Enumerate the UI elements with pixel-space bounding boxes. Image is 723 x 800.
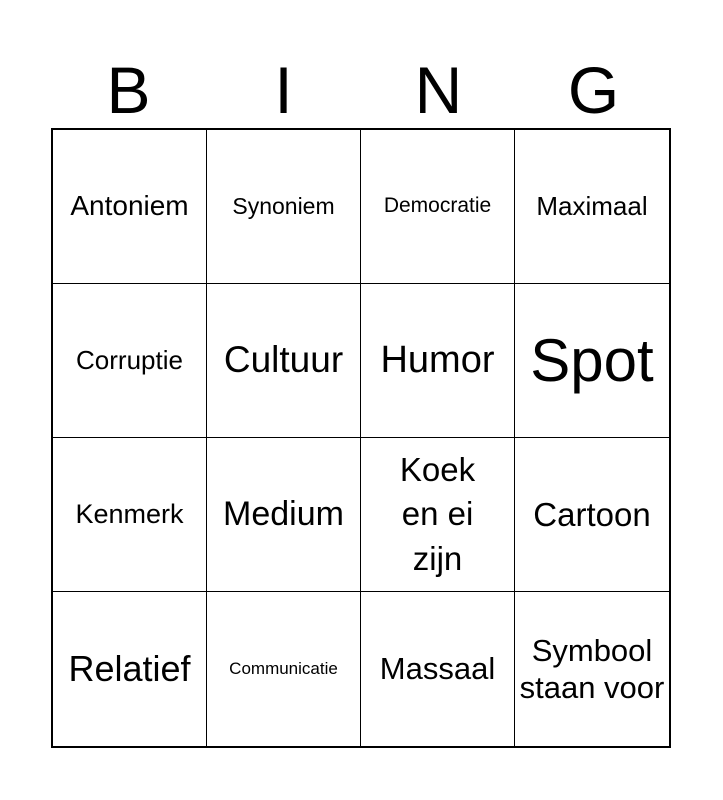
bingo-cell-r3c3[interactable]	[361, 438, 515, 592]
bingo-cell-r2c4[interactable]	[515, 284, 669, 438]
bingo-board	[51, 128, 671, 748]
cell-label: Medium	[223, 494, 344, 533]
bingo-cell-r4c4[interactable]	[515, 592, 669, 746]
bingo-cell-r4c3[interactable]	[361, 592, 515, 746]
bingo-cell-r1c4[interactable]	[515, 130, 669, 284]
bingo-cell-r4c1[interactable]	[53, 592, 207, 746]
cell-label: Synoniem	[232, 193, 335, 220]
bingo-cell-r3c2[interactable]	[207, 438, 361, 592]
cell-label: Relatief	[68, 648, 191, 690]
bingo-cell-r2c2[interactable]	[207, 284, 361, 438]
cell-label: Antoniem	[70, 190, 189, 222]
bingo-cell-r2c1[interactable]	[53, 284, 207, 438]
cell-label: Maximaal	[536, 190, 648, 221]
bingo-cell-r4c2[interactable]	[207, 592, 361, 746]
bingo-cell-r1c3[interactable]	[361, 130, 515, 284]
cell-label: Humor	[380, 338, 495, 381]
bingo-cell-r2c3[interactable]	[361, 284, 515, 438]
cell-label: Kenmerk	[75, 498, 184, 529]
cell-label: Spot	[530, 326, 654, 394]
cell-label: Cultuur	[223, 339, 344, 381]
header-letter-b: B	[106, 53, 151, 127]
cell-label: Cartoon	[533, 495, 651, 533]
cell-label: Koek en ei zijn	[399, 450, 476, 577]
bingo-cell-r1c2[interactable]	[207, 130, 361, 284]
bingo-cell-r1c1[interactable]	[53, 130, 207, 284]
cell-label: Corruptie	[76, 344, 183, 375]
bingo-cell-r3c1[interactable]	[53, 438, 207, 592]
bingo-header	[51, 52, 671, 128]
cell-label: Communicatie	[229, 659, 338, 679]
header-letter-g: G	[567, 53, 620, 127]
cell-label: Democratie	[383, 194, 492, 218]
cell-label: Symbool staan voor	[519, 632, 665, 705]
cell-label: Massaal	[379, 651, 496, 687]
header-letter-i: I	[274, 53, 293, 127]
bingo-cell-r3c4[interactable]	[515, 438, 669, 592]
header-letter-n: N	[414, 53, 463, 127]
